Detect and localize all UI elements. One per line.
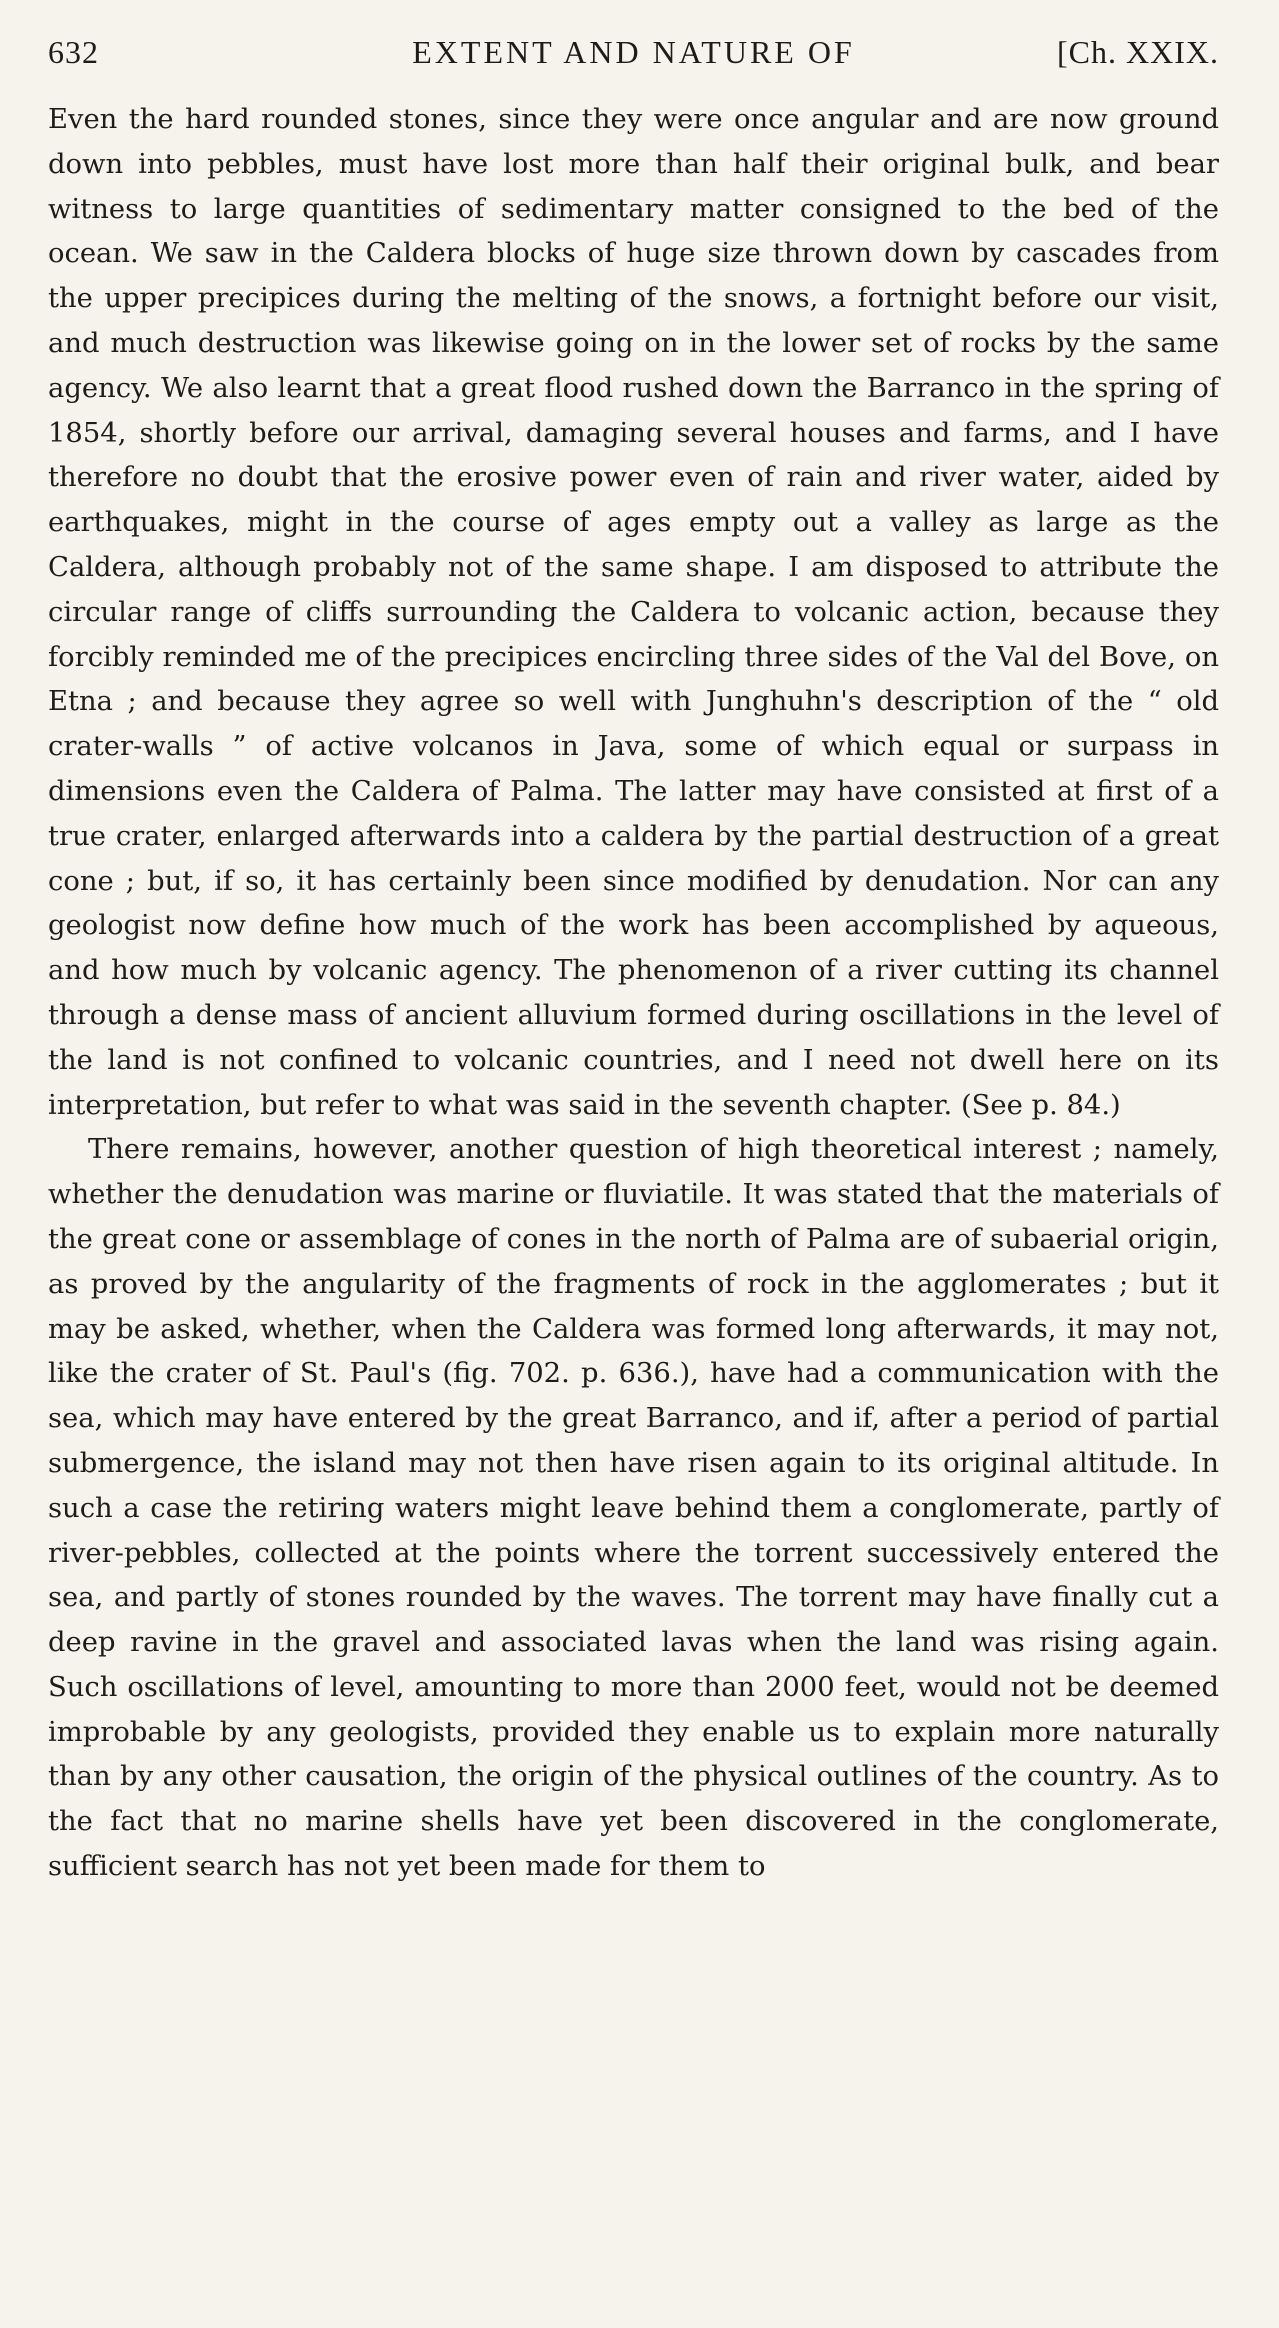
paragraph-1: Even the hard rounded stones, since they were once angular and are now ground down into pebbles, must have lost more than half their original bulk, and bear witness to large quantities of sedimentary matter consigned to the bed of the ocean. We saw in the Caldera blocks of huge size thrown down by cascades from the upper precipices during the melting of the snows, a fortnight before our visit, and much destruction was likewise going on in the lower set of rocks by the same agency. We also learnt that a great flood rushed down the Barranco in the spring of 1854, shortly before our arrival, damaging several houses and farms, and I have therefore no doubt that the erosive power even of rain and river water, aided by earthquakes, might in the course of ages empty out a valley as large as the Caldera, although probably not of the same shape. I am disposed to attribute the circular range of cliffs surrounding the Caldera to volcanic action, because they forcibly reminded me of the precipices encircling three sides of the Val del Bove, on Etna ; and because they agree so well with Junghuhn's description of the “ old crater-walls ” of active volcanos in Java, some of which equal or surpass in dimensions even the Caldera of Palma. The latter may have consisted at first of a true crater, enlarged afterwards into a caldera by the partial destruction of a great cone ; but, if so, it has certainly been since modified by denudation. Nor can any geologist now define how much of the work has been accomplished by aqueous, and how much by volcanic agency. The phenomenon of a river cutting its channel through a dense mass of ancient alluvium formed during oscillations in the level of the land is not confined to volcanic countries, and I need not dwell here on its interpretation, but refer to what was said in the seventh chapter. (See p. 84.)	[48, 104, 1219, 1121]
chapter-reference: [Ch. XXIX.	[1057, 34, 1219, 70]
page-number: 632	[48, 34, 99, 70]
paragraph-2: There remains, however, another question of high theoretical interest ; namely, whether the denudation was marine or fluviatile. It was stated that the materials of the great cone or assemblage of cones in the north of Palma are of subaerial origin, as proved by the angularity of the fragments of rock in the agglomerates ; but it may be asked, whether, when the Caldera was formed long afterwards, it may not, like the crater of St. Paul's (fig. 702. p. 636.), have had a communication with the sea, which may have entered by the great Barranco, and if, after a period of partial submergence, the island may not then have risen again to its original altitude. In such a case the retiring waters might leave behind them a conglomerate, partly of river-pebbles, collected at the points where the torrent successively entered the sea, and partly of stones rounded by the waves. The torrent may have finally cut a deep ravine in the gravel and associated lavas when the land was rising again. Such oscillations of level, amounting to more than 2000 feet, would not be deemed improbable by any geologists, provided they enable us to explain more naturally than by any other causation, the origin of the physical outlines of the country. As to the fact that no marine shells have yet been discovered in the conglomerate, sufficient search has not yet been made for them to	[48, 1134, 1219, 1883]
body-text	[48, 98, 1219, 1890]
running-title: EXTENT AND NATURE OF	[412, 34, 855, 70]
page-header	[48, 26, 1219, 76]
